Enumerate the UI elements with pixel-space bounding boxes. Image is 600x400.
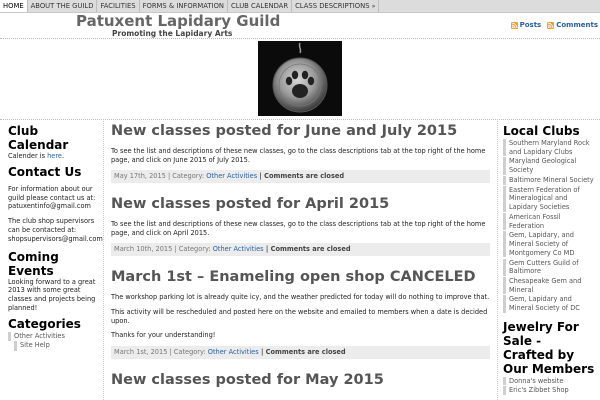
post-date: May 17th, 2015 (114, 172, 166, 181)
calendar-text (8, 152, 100, 161)
categories-heading: Categories (8, 316, 81, 331)
comments-status: | Comments are closed (258, 347, 346, 356)
category-prefix: | Category: (165, 172, 207, 181)
club-link[interactable]: Eastern Federation of Mineralogical and Lapidary Societies (503, 186, 595, 212)
category-other-activities[interactable]: Other Activities (8, 332, 100, 342)
post-meta (111, 170, 490, 183)
jewelry-for-sale-heading: Jewelry For Sale - Crafted by Our Members (503, 319, 595, 376)
left-column-divider (103, 119, 104, 400)
post-title[interactable]: New classes posted for May 2015 (111, 371, 384, 388)
left-sidebar (8, 124, 103, 351)
calendar-prefix: Calender is (8, 152, 48, 160)
calendar-link[interactable]: here (47, 152, 62, 160)
categories-list (8, 332, 100, 351)
nav-facilities[interactable]: FACILITIES (97, 0, 139, 12)
rss-icon (511, 22, 518, 29)
post-body: This activity will be rescheduled and posted here on the website and emailed to members when a date is decided upon. (111, 307, 488, 325)
post-title[interactable]: New classes posted for June and July 2015 (111, 123, 458, 139)
main-content (111, 122, 490, 390)
club-link[interactable]: Baltimore Mineral Society (503, 176, 595, 185)
right-sidebar (503, 124, 595, 396)
club-link[interactable]: Maryland Geological Society (503, 157, 595, 174)
jewelry-list (503, 377, 595, 395)
post-category-link[interactable]: Other Activities (206, 172, 258, 181)
category-site-help[interactable]: Site Help (14, 341, 100, 351)
content-divider (0, 119, 600, 120)
post-date: March 10th, 2015 (114, 245, 173, 254)
club-link[interactable]: Gem Cutters Guild of Baltimore (503, 259, 595, 276)
post-april-2015 (111, 195, 490, 256)
post-title[interactable]: March 1st – Enameling open shop CANCELED (111, 269, 476, 286)
jewelry-link[interactable]: Donna's website (503, 377, 595, 386)
site-tagline: Promoting the Lapidary Arts (112, 29, 233, 38)
nav-club-calendar[interactable]: CLUB CALENDAR (228, 0, 292, 12)
post-body: The workshop parking lot is already quite icy, and the weather predicted for today will do nothing to improve that. (111, 293, 490, 302)
site-title[interactable]: Patuxent Lapidary Guild (76, 12, 281, 30)
category-prefix: | Category: (172, 245, 213, 254)
category-prefix: | Category: (167, 347, 208, 356)
post-meta (111, 243, 490, 256)
post-category-link[interactable]: Other Activities (212, 245, 264, 254)
post-date: March 1st, 2015 (114, 347, 168, 356)
comments-status: | Comments are closed (257, 172, 345, 181)
header-divider (0, 38, 600, 39)
nav-class-descriptions[interactable] (292, 0, 379, 12)
events-text: Looking forward to a great 2013 with some great classes and projects being planned! (8, 277, 96, 312)
club-calendar-heading: Club Calendar (8, 124, 69, 152)
nav-class-descriptions-label: CLASS DESCRIPTIONS (295, 2, 370, 10)
post-may-2015 (111, 371, 490, 390)
coming-events-heading: Coming Events (8, 249, 59, 278)
posts-feed-label: Posts (519, 21, 542, 29)
feed-links (511, 21, 598, 29)
club-link[interactable]: Gem, Lapidary, and Mineral Society of Montgomery Co MD (503, 231, 595, 257)
nav-home[interactable]: HOME (0, 0, 28, 12)
post-body: Thanks for your understanding! (111, 331, 216, 340)
dropdown-arrow-icon: » (371, 3, 376, 10)
guild-logo-pendant (258, 41, 342, 116)
supervisors-text: The club shop supervisors can be contacted at: shopsupervisors@gmail.com (8, 217, 103, 243)
post-june-july-2015 (111, 122, 490, 183)
contact-us-heading: Contact Us (8, 164, 82, 179)
right-column-divider (497, 119, 498, 400)
local-clubs-list (503, 139, 595, 313)
club-link[interactable]: Gem, Lapidary and Mineral Society of DC (503, 295, 595, 312)
comments-feed-label: Comments (556, 21, 598, 29)
nav-forms-information[interactable]: FORMS & INFORMATION (140, 0, 228, 12)
calendar-suffix: . (61, 152, 65, 160)
rss-icon (547, 22, 554, 29)
comments-status: | Comments are closed (263, 245, 351, 254)
contact-text: For information about our guild please contact us at: patuxentinfo@gmail.com (8, 184, 96, 211)
posts-feed-link[interactable] (511, 21, 542, 29)
comments-feed-link[interactable] (547, 21, 598, 29)
post-body: To see the list and descriptions of these new classes, go to the class descriptions tab at the top right of the home page, and click on June 2015 of July 2015. (111, 147, 486, 164)
post-category-link[interactable]: Other Activities (207, 347, 259, 356)
post-body: To see the list and descriptions of these new classes, go to the class descriptions tab at the top right of the home page, and click on April 2015. (111, 220, 486, 237)
post-enameling-canceled (111, 268, 490, 358)
post-meta (111, 346, 490, 359)
club-link[interactable]: Southern Maryland Rock and Lapidary Clubs (503, 139, 595, 156)
post-title[interactable]: New classes posted for April 2015 (111, 196, 390, 213)
nav-about-the-guild[interactable]: ABOUT THE GUILD (28, 0, 98, 12)
club-link[interactable]: American Fossil Federation (503, 213, 595, 230)
club-link[interactable]: Chesapeake Gem and Mineral (503, 277, 595, 294)
local-clubs-heading: Local Clubs (503, 124, 580, 138)
jewelry-link[interactable]: Eric's Zibbet Shop (503, 386, 595, 395)
